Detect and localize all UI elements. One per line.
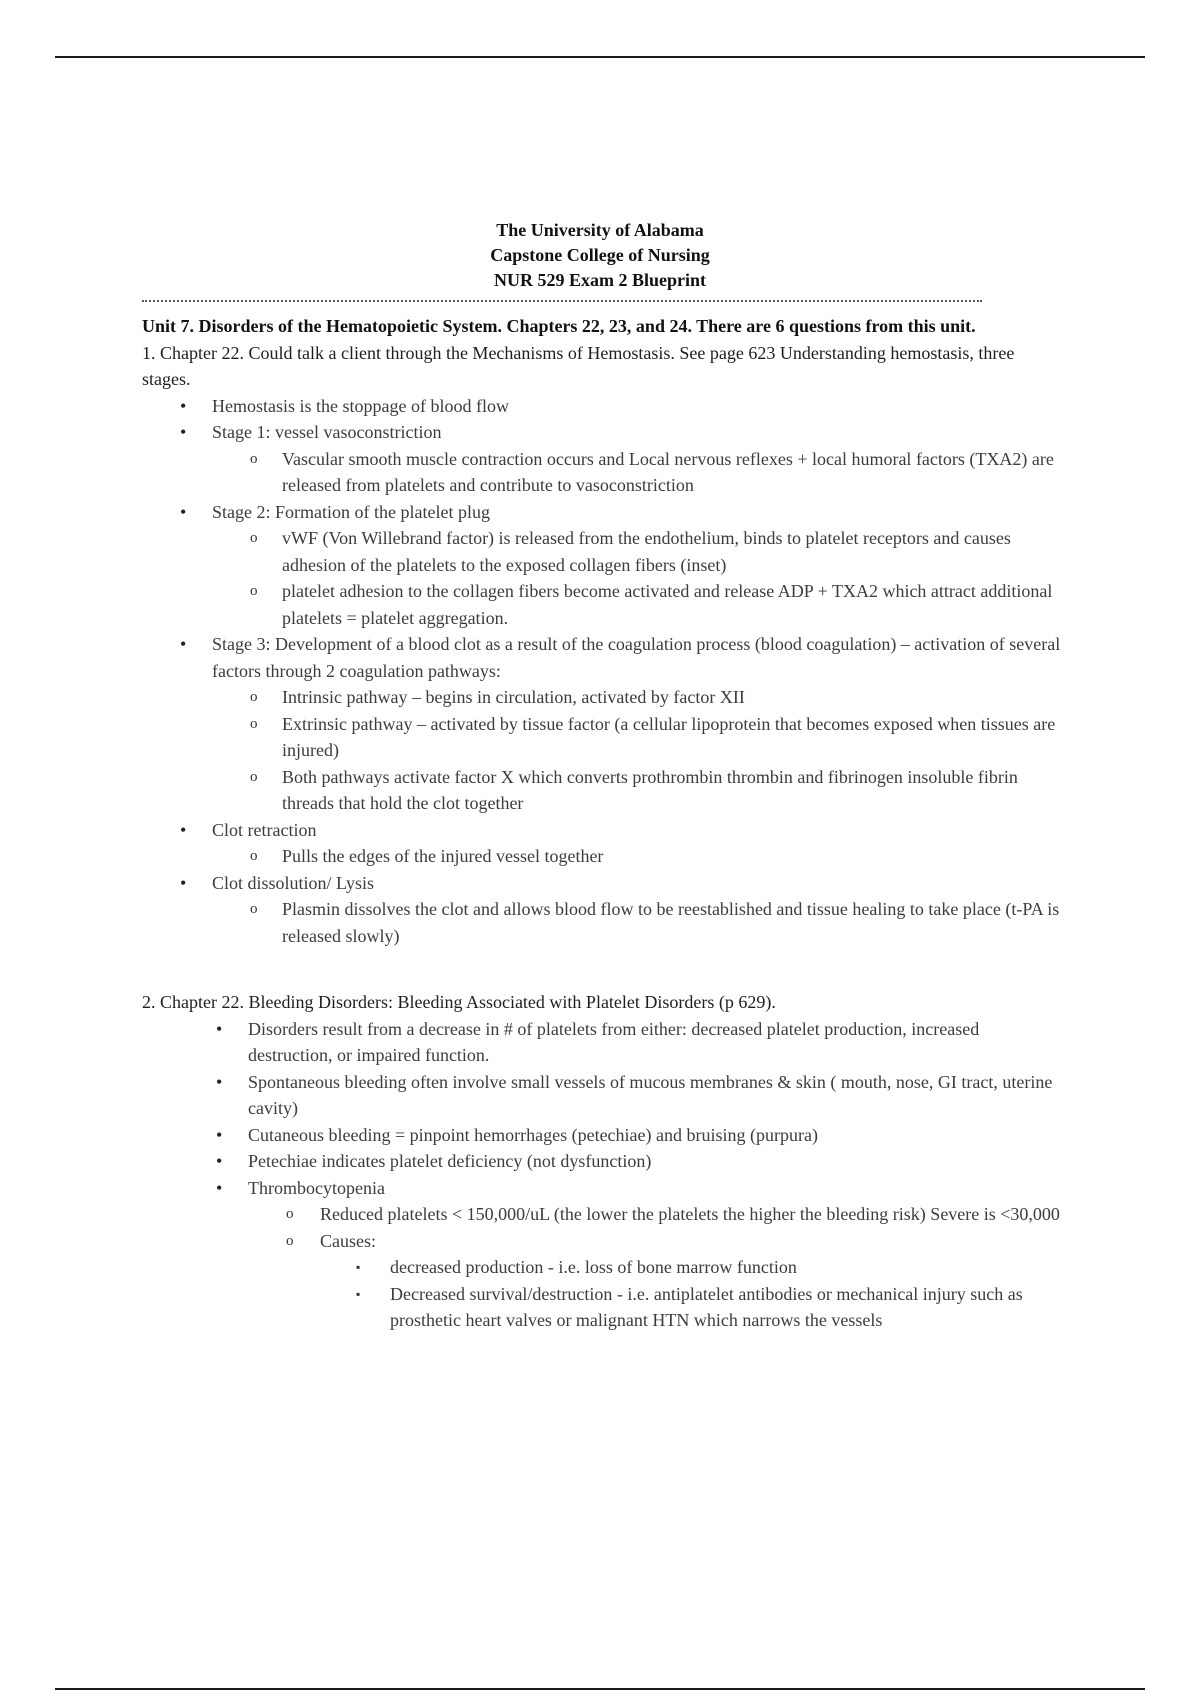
bullet-icon: • [180, 872, 187, 893]
list-item: • Hemostasis is the stoppage of blood flow [142, 393, 1062, 420]
circle-bullet-icon: o [250, 530, 258, 546]
bullet-icon: • [216, 1124, 223, 1145]
list-item: • Clot dissolution/ Lysis [142, 870, 1062, 897]
bullet-icon: • [180, 634, 187, 654]
list-item: ▪ Decreased survival/destruction - i.e. antiplatelet antibodies or mechanical injury such as prosthetic heart valves or malignant HTN which narrows the vessels [142, 1281, 1062, 1334]
list-item: • Petechiae indicates platelet deficiency (not dysfunction) [142, 1148, 1062, 1175]
bullet-icon: • [216, 1151, 223, 1171]
list-item: • Stage 1: vessel vasoconstriction [142, 419, 1062, 446]
list-item: o Reduced platelets < 150,000/uL (the lower the platelets the higher the bleeding risk) Severe is <30,000 [142, 1201, 1062, 1228]
document-body [142, 313, 1062, 1334]
bullet-icon: • [216, 1177, 223, 1198]
list-item: o Intrinsic pathway – begins in circulation, activated by factor XII [142, 684, 1062, 711]
list-item: • Thrombocytopenia [142, 1175, 1062, 1202]
list-item: • Clot retraction [142, 817, 1062, 844]
square-bullet-icon: ▪ [356, 1260, 361, 1274]
square-bullet-icon: ▪ [356, 1286, 361, 1301]
circle-bullet-icon: o [250, 689, 258, 705]
circle-bullet-icon: o [250, 901, 258, 917]
circle-bullet-icon: o [250, 768, 258, 785]
dashed-divider [142, 300, 982, 302]
list-item: • Spontaneous bleeding often involve small vessels of mucous membranes & skin ( mouth, nose, GI tract, uterine cavity) [142, 1069, 1062, 1122]
top-rule [55, 56, 1145, 58]
document-title: NUR 529 Exam 2 Blueprint [493, 270, 706, 290]
list-item: o Extrinsic pathway – activated by tissue factor (a cellular lipoprotein that becomes exposed when tissues are injured) [142, 711, 1062, 764]
circle-bullet-icon: o [250, 715, 258, 732]
bullet-icon: • [216, 1018, 223, 1039]
bullet-icon: • [216, 1071, 223, 1092]
circle-bullet-icon: o [286, 1206, 294, 1222]
list-item: • Cutaneous bleeding = pinpoint hemorrhages (petechiae) and bruising (purpura) [142, 1122, 1062, 1149]
list-item: o Causes: [142, 1228, 1062, 1255]
list-item: • Stage 2: Formation of the platelet plug [142, 499, 1062, 526]
circle-bullet-icon: o [250, 583, 258, 599]
document-header [0, 218, 1200, 293]
list-item: o Vascular smooth muscle contraction occurs and Local nervous reflexes + local humoral factors (TXA2) are released from platelets and contribute to vasoconstriction [142, 446, 1062, 499]
bottom-rule [55, 1688, 1145, 1690]
bullet-icon: • [180, 501, 187, 522]
college-name: Capstone College of Nursing [490, 245, 710, 265]
bullet-icon: • [180, 395, 187, 416]
bullet-icon: • [180, 422, 187, 442]
question-2-intro: 2. Chapter 22. Bleeding Disorders: Bleeding Associated with Platelet Disorders (p 629). [142, 992, 776, 1012]
bullet-icon: • [180, 819, 187, 840]
circle-bullet-icon: o [286, 1232, 294, 1249]
list-item: o platelet adhesion to the collagen fibers become activated and release ADP + TXA2 which attract additional platelets = platelet aggregation. [142, 578, 1062, 631]
list-item: • Stage 3: Development of a blood clot as a result of the coagulation process (blood coagulation) – activation of several factors through 2 coagulation pathways: [142, 631, 1062, 684]
list-item: • Disorders result from a decrease in # of platelets from either: decreased platelet production, increased destruction, or impaired function. [142, 1016, 1062, 1069]
section-gap [142, 949, 1062, 989]
university-name: The University of Alabama [496, 220, 704, 240]
list-item: o vWF (Von Willebrand factor) is released from the endothelium, binds to platelet receptors and causes adhesion of the platelets to the exposed collagen fibers (inset) [142, 525, 1062, 578]
list-item: o Pulls the edges of the injured vessel together [142, 843, 1062, 870]
list-item: o Plasmin dissolves the clot and allows blood flow to be reestablished and tissue healing to take place (t-PA is released slowly) [142, 896, 1062, 949]
list-item: o Both pathways activate factor X which converts prothrombin thrombin and fibrinogen insoluble fibrin threads that hold the clot together [142, 764, 1062, 817]
list-item: ▪ decreased production - i.e. loss of bone marrow function [142, 1254, 1062, 1281]
circle-bullet-icon: o [250, 450, 258, 467]
question-1-list [142, 393, 1062, 950]
question-2-list [142, 1016, 1062, 1334]
unit-heading: Unit 7. Disorders of the Hematopoietic System. Chapters 22, 23, and 24. There are 6 questions from this unit. [142, 316, 976, 336]
circle-bullet-icon: o [250, 848, 258, 864]
question-1-intro: 1. Chapter 22. Could talk a client through the Mechanisms of Hemostasis. See page 623 Understanding hemostasis, three stages. [142, 342, 1015, 389]
